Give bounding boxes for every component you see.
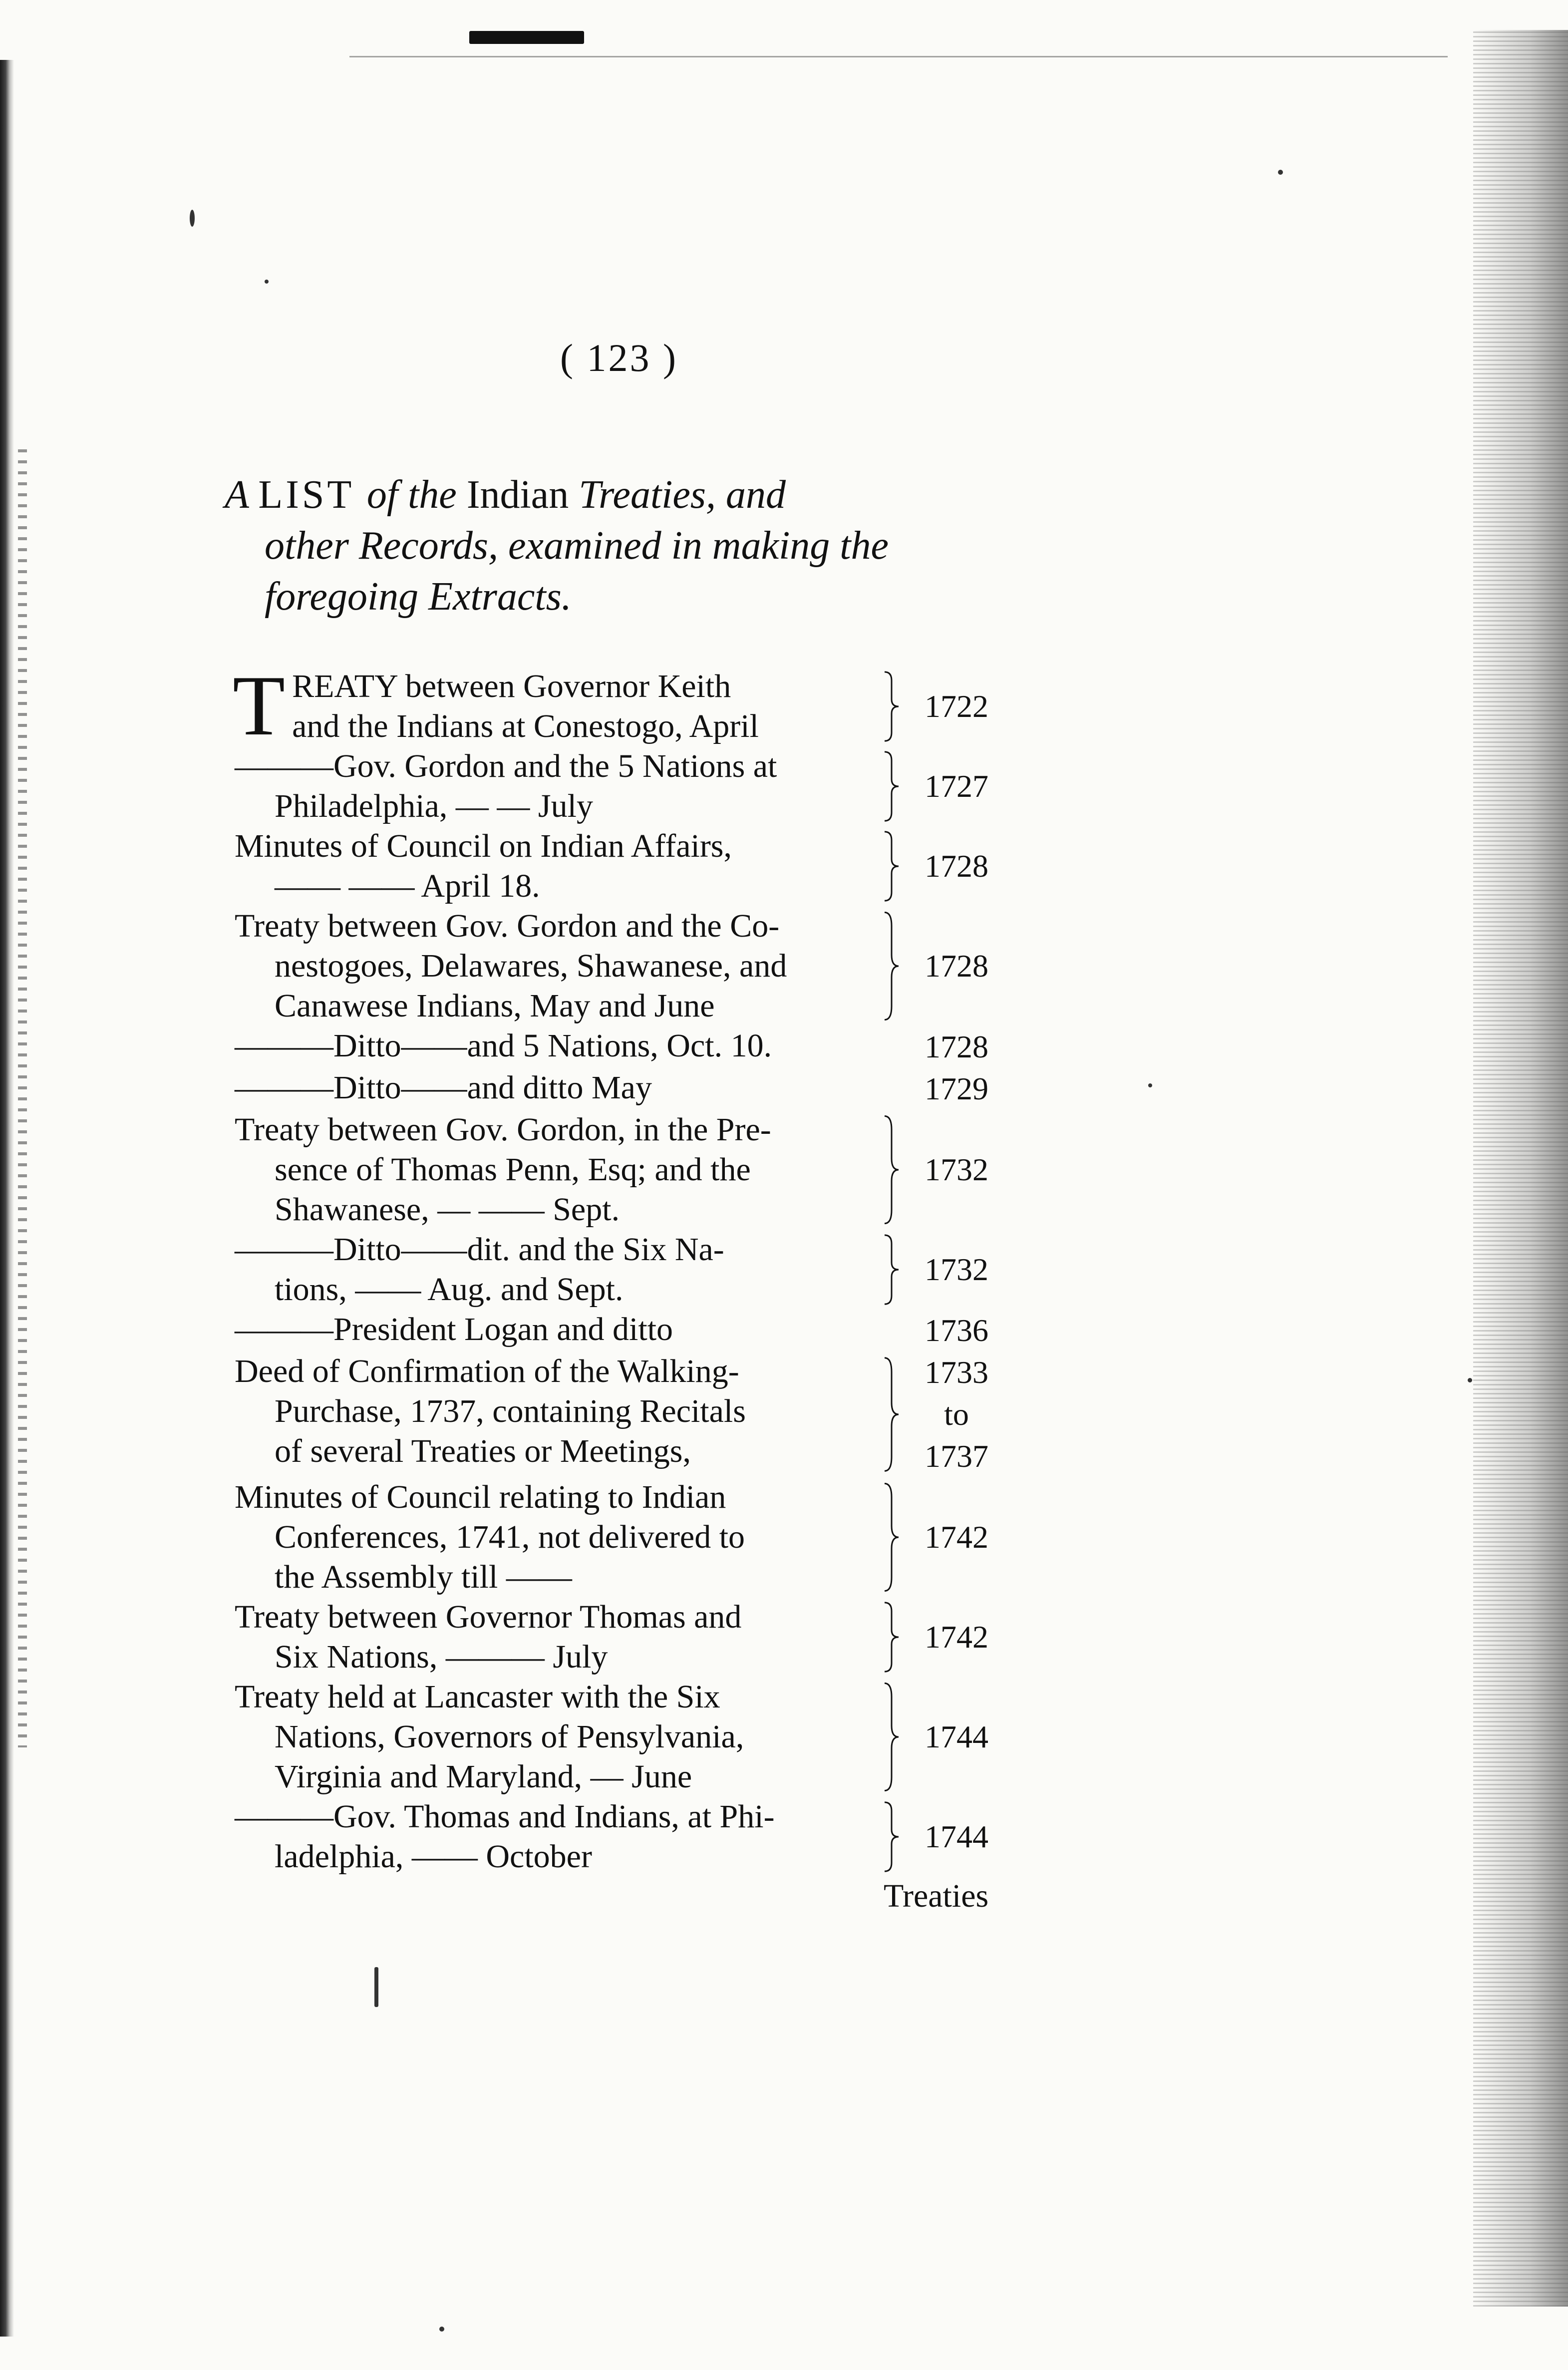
- entry-year: 1732: [925, 1252, 988, 1287]
- brace-column: [879, 1797, 907, 1877]
- entry-line: Conferences, 1741, not delivered to: [275, 1519, 745, 1555]
- list-item: [235, 1026, 1013, 1068]
- brace-column: [879, 1068, 907, 1110]
- entry-text: [235, 746, 879, 826]
- brace-column: [879, 1110, 907, 1230]
- entry-line: REATY between Governor Keith: [292, 668, 731, 704]
- speck: [374, 1967, 378, 2007]
- year-column: [907, 1797, 1006, 1877]
- brace-column: [879, 667, 907, 746]
- speck: [1148, 1083, 1152, 1087]
- brace-icon: [883, 910, 901, 1022]
- entry-year: 1728: [925, 1029, 988, 1064]
- year-column: [907, 1110, 1006, 1230]
- brace-column: [879, 906, 907, 1026]
- entry-year: 1744: [925, 1719, 988, 1754]
- year-column: [907, 1310, 1006, 1352]
- entry-line: Treaty between Governor Thomas and: [235, 1599, 742, 1635]
- heading-word: and: [726, 473, 786, 517]
- page-number: ( 123 ): [560, 336, 678, 379]
- year-column: [907, 1477, 1006, 1597]
- brace-icon: [883, 671, 901, 742]
- heading-line-2: other Records, examined in making the: [265, 524, 889, 568]
- year-column: [907, 1230, 1006, 1310]
- list-item: [235, 1310, 1013, 1352]
- brace-column: [879, 746, 907, 826]
- entry-line: nestogoes, Delawares, Shawanese, and: [275, 948, 787, 984]
- heading-word: Indian: [466, 473, 579, 517]
- year-column: [907, 906, 1006, 1026]
- entry-line: and the Indians at Conestogo, April: [292, 708, 759, 744]
- scan-edge-right: [1473, 30, 1568, 2307]
- entry-year: 1727: [925, 768, 988, 804]
- entry-year: 1722: [925, 688, 988, 724]
- list-item: [235, 1797, 1013, 1877]
- entry-line: tions, —— Aug. and Sept.: [275, 1271, 624, 1308]
- entry-line: Treaty between Gov. Gordon, in the Pre-: [235, 1111, 771, 1148]
- entry-year: 1733: [925, 1354, 988, 1390]
- heading-line-1: [225, 469, 1033, 520]
- entry-line: ———Ditto——dit. and the Six Na-: [235, 1231, 724, 1268]
- speck: [190, 210, 195, 227]
- entry-text: [235, 1477, 879, 1597]
- entry-year: 1736: [925, 1313, 988, 1348]
- entry-year: 1742: [925, 1619, 988, 1655]
- entry-year: 1732: [925, 1152, 988, 1187]
- brace-icon: [883, 1601, 901, 1673]
- scan-top-mark: [469, 31, 584, 44]
- heading-line-3: foregoing Extracts.: [265, 575, 572, 619]
- entry-line: Deed of Confirmation of the Walking-: [235, 1353, 739, 1389]
- entry-text: [235, 1110, 879, 1230]
- scan-top-line: [349, 56, 1448, 57]
- entry-text: [235, 1677, 879, 1797]
- list-item: [235, 1068, 1013, 1110]
- year-column: [907, 1068, 1006, 1110]
- entry-line: Virginia and Maryland, — June: [275, 1758, 692, 1795]
- entry-year: 1729: [925, 1071, 988, 1106]
- entry-text: [235, 826, 879, 906]
- brace-icon: [883, 1114, 901, 1226]
- entry-line: Treaty held at Lancaster with the Six: [235, 1679, 720, 1715]
- year-column: [907, 667, 1006, 746]
- brace-column: [879, 1352, 907, 1477]
- speck: [439, 2327, 444, 2332]
- heading-word: A: [225, 473, 259, 517]
- entry-line: Six Nations, ——— July: [275, 1639, 608, 1675]
- brace-icon: [883, 750, 901, 822]
- treaty-list: [233, 659, 1013, 1877]
- entry-text: [235, 1310, 879, 1352]
- brace-column: [879, 1477, 907, 1597]
- entry-line: ———Gov. Thomas and Indians, at Phi-: [235, 1798, 775, 1835]
- entry-line: ladelphia, —— October: [275, 1838, 592, 1875]
- brace-column: [879, 1310, 907, 1352]
- entry-line: sence of Thomas Penn, Esq; and the: [275, 1151, 751, 1188]
- year-column: [907, 1677, 1006, 1797]
- brace-column: [879, 1026, 907, 1068]
- entry-year: 1728: [925, 948, 988, 984]
- heading-word: Treaties,: [579, 473, 726, 517]
- list-item: [235, 906, 1013, 1026]
- brace-icon: [883, 1355, 901, 1473]
- year-column: [907, 826, 1006, 906]
- catchword: Treaties: [884, 1878, 989, 1914]
- list-item: [235, 1597, 1013, 1677]
- entry-line: Philadelphia, — — July: [275, 788, 593, 824]
- entry-text: [235, 1230, 879, 1310]
- list-item: [235, 746, 1013, 826]
- heading-word: of the: [366, 473, 467, 517]
- list-item: [235, 1477, 1013, 1597]
- entry-year: 1744: [925, 1819, 988, 1854]
- entry-year: 1728: [925, 848, 988, 884]
- entry-text: [233, 659, 879, 753]
- scan-edge-noise: [18, 449, 27, 1747]
- entry-text: [235, 1797, 879, 1877]
- year-column: [907, 746, 1006, 826]
- entry-year: 1737: [925, 1438, 988, 1474]
- entry-line: Shawanese, — —— Sept.: [275, 1191, 620, 1228]
- entry-text: [235, 1068, 879, 1110]
- entry-line: Purchase, 1737, containing Recitals: [275, 1393, 746, 1429]
- brace-column: [879, 1677, 907, 1797]
- entry-year: 1742: [925, 1519, 988, 1555]
- speck: [1468, 1378, 1472, 1382]
- list-item: [233, 659, 1013, 753]
- scan-edge-left: [0, 60, 14, 2337]
- entry-text: [235, 1352, 879, 1477]
- entry-line: —— —— April 18.: [275, 868, 540, 904]
- list-item: [235, 1352, 1013, 1477]
- entry-text: [235, 1597, 879, 1677]
- brace-icon: [883, 830, 901, 902]
- entry-line: Minutes of Council on Indian Affairs,: [235, 828, 732, 864]
- entry-line: the Assembly till ——: [275, 1559, 572, 1595]
- brace-column: [879, 1597, 907, 1677]
- brace-icon: [883, 1801, 901, 1873]
- entry-line: Treaty between Gov. Gordon and the Co-: [235, 908, 780, 944]
- entry-line: Minutes of Council relating to Indian: [235, 1479, 726, 1515]
- entry-line: ———Gov. Gordon and the 5 Nations at: [235, 748, 777, 784]
- entry-text: [235, 1026, 879, 1068]
- drop-cap: T: [233, 659, 286, 753]
- entry-line: ———Ditto——and 5 Nations, Oct. 10.: [235, 1027, 772, 1064]
- brace-icon: [883, 1234, 901, 1306]
- list-item: [235, 1677, 1013, 1797]
- brace-icon: [883, 1481, 901, 1593]
- brace-icon: [883, 1681, 901, 1793]
- list-item: [235, 1230, 1013, 1310]
- entry-line: ———Ditto——and ditto May: [235, 1069, 652, 1106]
- brace-column: [879, 826, 907, 906]
- list-item: [235, 826, 1013, 906]
- year-column: [907, 1352, 1006, 1477]
- year-column: [907, 1026, 1006, 1068]
- entry-line: of several Treaties or Meetings,: [275, 1433, 691, 1469]
- entry-line: Nations, Governors of Pensylvania,: [275, 1718, 744, 1755]
- entry-text: [235, 906, 879, 1026]
- brace-column: [879, 1230, 907, 1310]
- entry-year: to: [944, 1396, 969, 1432]
- speck: [265, 280, 269, 284]
- entry-line: Canawese Indians, May and June: [275, 988, 715, 1024]
- speck: [1278, 170, 1283, 175]
- entry-line: ———President Logan and ditto: [235, 1311, 673, 1348]
- heading-word: LIST: [258, 473, 367, 517]
- page-heading: [225, 469, 1033, 622]
- year-column: [907, 1597, 1006, 1677]
- list-item: [235, 1110, 1013, 1230]
